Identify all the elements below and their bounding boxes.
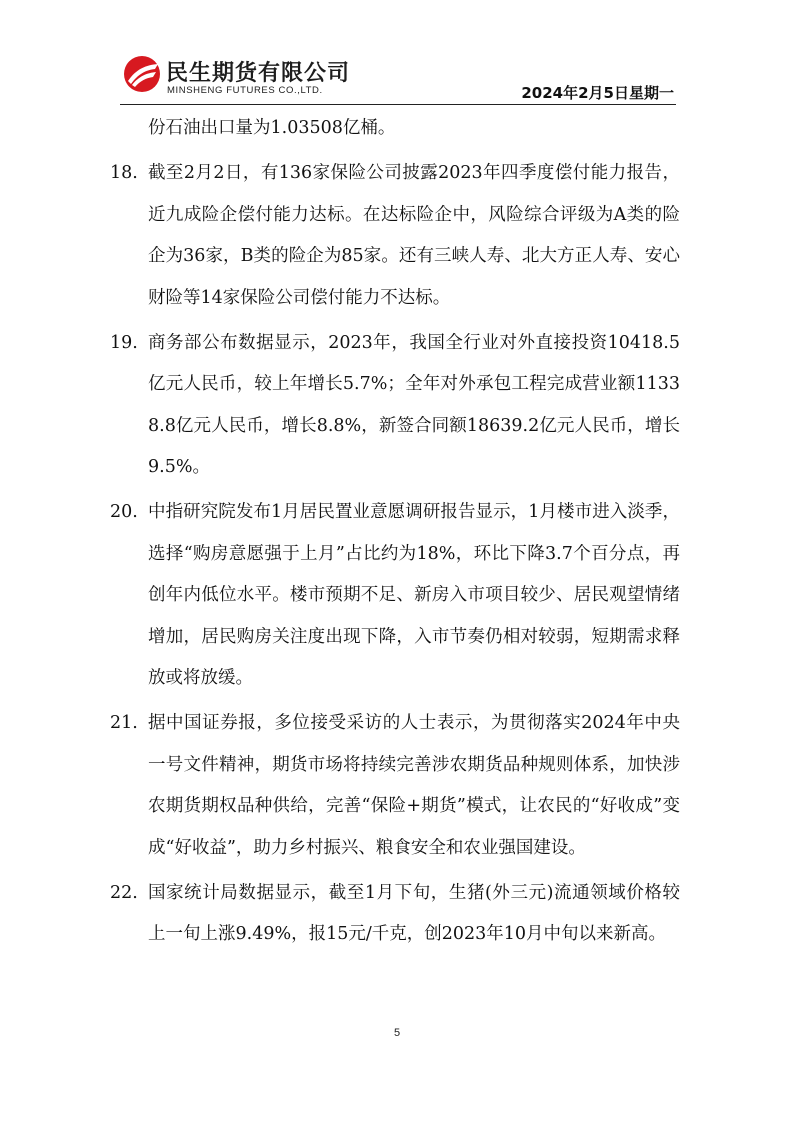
item-text: 据中国证券报，多位接受采访的人士表示，为贯彻落实2024年中央一号文件精神，期货市场将持续完善涉农期货品种规则体系，加快涉农期货期权品种供给，完善“保险+期货”模式，让农民的“好收成”变成“好收益”，助力乡村振兴、粮食安全和农业强国建设。 bbox=[148, 713, 680, 858]
continuation-paragraph: 份石油出口量为1.03508亿桶。 bbox=[148, 118, 396, 138]
news-item-22 bbox=[110, 873, 680, 956]
page-number: 5 bbox=[393, 1027, 401, 1039]
item-text: 中指研究院发布1月居民置业意愿调研报告显示，1月楼市进入淡季，选择“购房意愿强于上月”占比约为18%，环比下降3.7个百分点，再创年内低位水平。楼市预期不足、新房入市项目较少、居民观望情绪增加，居民购房关注度出现下降，入市节奏仍相对较弱，短期需求释放或将放缓。 bbox=[148, 502, 680, 688]
item-text: 国家统计局数据显示，截至1月下旬，生猪(外三元)流通领域价格较上一旬上涨9.49%，报15元/千克，创2023年10月中旬以来新高。 bbox=[148, 882, 680, 944]
document-body bbox=[110, 108, 680, 959]
item-number: 21. bbox=[110, 713, 138, 733]
logo-chinese-name: 民生期货有限公司 bbox=[166, 61, 351, 86]
minsheng-logo-icon bbox=[122, 54, 162, 94]
item-text: 截至2月2日，有136家保险公司披露2023年四季度偿付能力报告，近九成险企偿付能力达标。在达标险企中，风险综合评级为A类的险企为36家，B类的险企为85家。还有三峡人寿、北大方正人寿、安心财险等14家保险公司偿付能力不达标。 bbox=[148, 163, 680, 308]
news-item-21 bbox=[110, 703, 680, 869]
item-number: 19. bbox=[110, 332, 138, 353]
news-item-19 bbox=[110, 323, 680, 489]
logo-english-name: MINSHENG FUTURES CO.,LTD. bbox=[167, 85, 323, 96]
item-number: 22. bbox=[110, 882, 138, 903]
news-item-20 bbox=[110, 492, 680, 700]
item-number: 18. bbox=[110, 163, 138, 183]
company-logo bbox=[122, 52, 362, 100]
news-item-18 bbox=[110, 153, 680, 319]
header-date: 2024年2月5日星期一 bbox=[521, 84, 674, 102]
item-number: 20. bbox=[110, 502, 138, 522]
item-text: 商务部公布数据显示，2023年，我国全行业对外直接投资10418.5亿元人民币，较上年增长5.7%；全年对外承包工程完成营业额11338.8亿元人民币，增长8.8%，新签合同额18639.2亿元人民币，增长9.5%。 bbox=[148, 332, 680, 477]
page-header bbox=[120, 52, 676, 105]
